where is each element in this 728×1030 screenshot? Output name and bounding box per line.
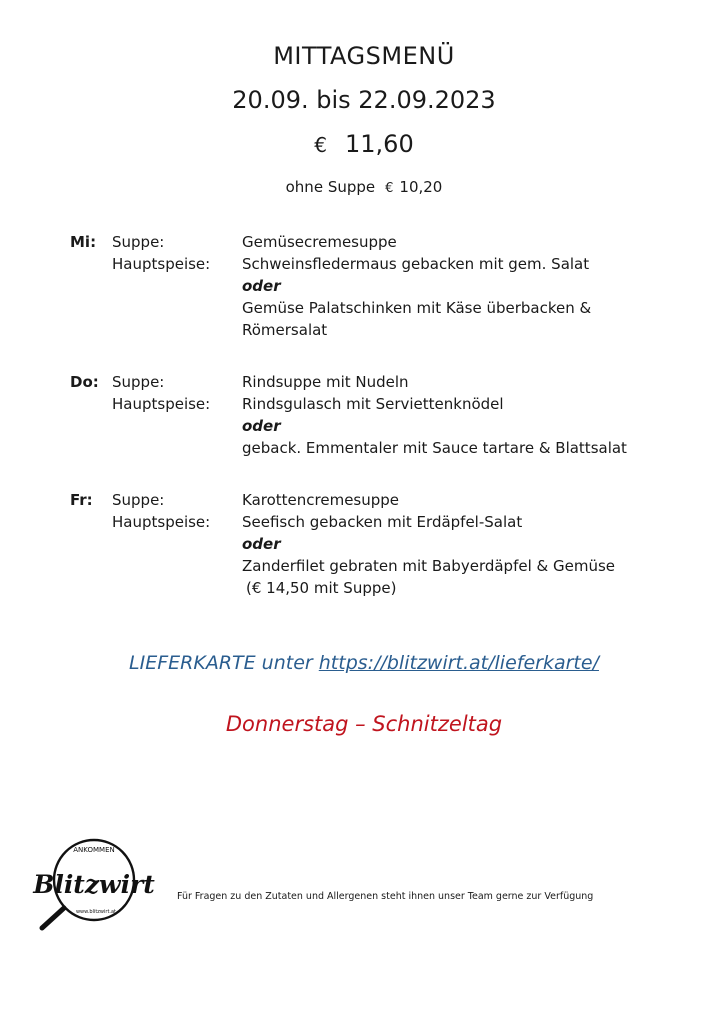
day-label: Do: [70,373,99,391]
main-dish-2: Zanderfilet gebraten mit Babyerdäpfel & Gemüse [242,557,616,575]
price-value: 11,60 [345,130,414,158]
delivery-link[interactable]: https://blitzwirt.at/lieferkarte/ [318,652,599,674]
main-label: Hauptspeise: [112,395,211,413]
or-label: oder [242,277,281,295]
main-label: Hauptspeise: [112,255,211,273]
main-label: Hauptspeise: [112,513,211,531]
without-soup-label: ohne Suppe [285,178,376,196]
menu-dates: 20.09. bis 22.09.2023 [232,86,496,114]
main-dish-2: Gemüse Palatschinken mit Käse überbacken & [242,299,592,317]
blitzwirt-logo [30,832,158,932]
main-dish-2: geback. Emmentaler mit Sauce tartare & Blattsalat [242,439,627,457]
without-soup-currency: € [385,181,394,196]
menu-price [0,130,728,158]
soup-label: Suppe: [112,373,165,391]
soup-dish: Gemüsecremesuppe [242,233,397,251]
day-label: Mi: [70,233,97,251]
day-label: Fr: [70,491,93,509]
menu-title: MITTAGSMENÜ [273,42,455,70]
delivery-label: LIEFERKARTE unter [129,652,313,674]
soup-dish: Rindsuppe mit Nudeln [242,373,409,391]
main-dish-1: Seefisch gebacken mit Erdäpfel-Salat [242,513,523,531]
main-dish-2-cont: Römersalat [242,321,328,339]
logo-top-text: ANKOMMEN [73,846,115,854]
price-note: (€ 14,50 mit Suppe) [246,579,397,597]
delivery-line [0,652,728,674]
logo-handle [42,908,64,928]
logo-url: www.blitzwirt.at [75,909,117,915]
price-without-soup [0,178,728,196]
main-dish-1: Rindsgulasch mit Serviettenknödel [242,395,504,413]
without-soup-value: 10,20 [399,178,443,196]
price-currency: € [314,133,327,157]
allergen-notice: Für Fragen zu den Zutaten und Allergenen steht ihnen unser Team gerne zur Verfügung [177,891,594,902]
soup-dish: Karottencremesuppe [242,491,400,509]
soup-label: Suppe: [112,233,165,251]
soup-label: Suppe: [112,491,165,509]
main-dish-1: Schweinsfledermaus gebacken mit gem. Salat [242,255,590,273]
or-label: oder [242,535,281,553]
special-day: Donnerstag – Schnitzeltag [225,712,503,736]
logo-brand: Blitzwirt [33,870,155,899]
or-label: oder [242,417,281,435]
